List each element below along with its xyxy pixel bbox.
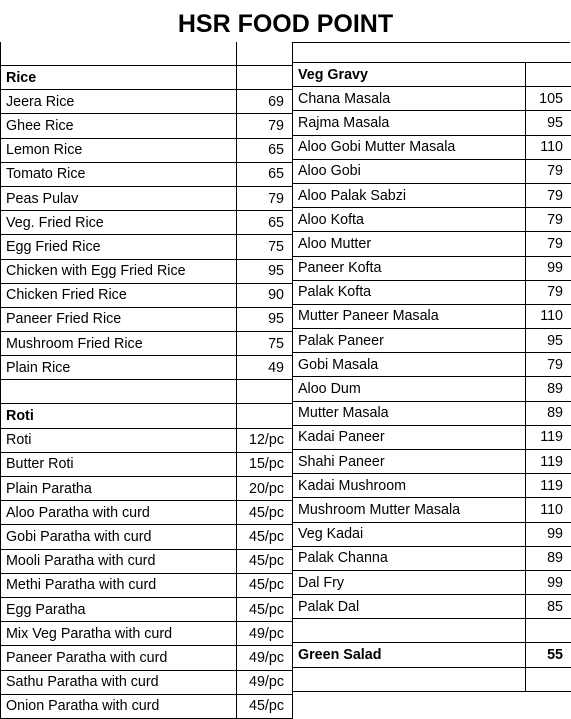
item-name: Rajma Masala: [293, 111, 526, 135]
table-row: [293, 280, 571, 304]
item-price: [526, 667, 571, 691]
item-price: 99: [526, 522, 571, 546]
table-row: [293, 183, 571, 207]
item-price: 45/pc: [237, 694, 293, 718]
item-price: 99: [526, 256, 571, 280]
table-row: [293, 111, 571, 135]
item-price: [526, 63, 571, 87]
table-row: [293, 474, 571, 498]
item-name: Ghee Rice: [1, 114, 237, 138]
item-name: Paneer Fried Rice: [1, 307, 237, 331]
spacer-row: [1, 42, 293, 66]
table-row: [1, 501, 293, 525]
section-heading-roti: [1, 404, 293, 428]
item-price: 79: [526, 159, 571, 183]
item-name: Palak Dal: [293, 595, 526, 619]
item-price: 45/pc: [237, 525, 293, 549]
item-price: 45/pc: [237, 549, 293, 573]
item-name: Palak Channa: [293, 546, 526, 570]
item-price: 65: [237, 162, 293, 186]
item-name: Plain Rice: [1, 356, 237, 380]
spacer-row: [1, 380, 293, 404]
table-row: [1, 356, 293, 380]
item-price: 45/pc: [237, 597, 293, 621]
item-name: Plain Paratha: [1, 477, 237, 501]
left-menu-table: [0, 42, 293, 719]
table-row: [293, 232, 571, 256]
item-name: Onion Paratha with curd: [1, 694, 237, 718]
table-row: [293, 546, 571, 570]
table-row: [293, 498, 571, 522]
item-name: Egg Fried Rice: [1, 235, 237, 259]
item-name: Aloo Gobi: [293, 159, 526, 183]
item-price: 49/pc: [237, 646, 293, 670]
item-price: 89: [526, 401, 571, 425]
right-menu-table: [292, 62, 571, 692]
item-price: [237, 404, 293, 428]
item-price: 79: [526, 280, 571, 304]
table-row: [1, 670, 293, 694]
table-row: [1, 235, 293, 259]
table-row: [1, 186, 293, 210]
item-name: Aloo Palak Sabzi: [293, 183, 526, 207]
item-name: Green Salad: [293, 643, 526, 667]
item-name: Gobi Paratha with curd: [1, 525, 237, 549]
table-row: [1, 597, 293, 621]
item-name: Kadai Paneer: [293, 425, 526, 449]
item-name: Mooli Paratha with curd: [1, 549, 237, 573]
item-name: Veg. Fried Rice: [1, 211, 237, 235]
item-name: Paneer Paratha with curd: [1, 646, 237, 670]
item-name: [1, 42, 237, 66]
table-row-green-salad: [293, 643, 571, 667]
item-name: Peas Pulav: [1, 186, 237, 210]
table-row: [1, 114, 293, 138]
item-price: 45/pc: [237, 501, 293, 525]
right-top-border: [292, 42, 570, 63]
item-price: [526, 619, 571, 643]
item-price: 110: [526, 304, 571, 328]
item-price: 79: [526, 232, 571, 256]
item-name: Jeera Rice: [1, 90, 237, 114]
item-price: 69: [237, 90, 293, 114]
item-name: Tomato Rice: [1, 162, 237, 186]
table-row: [293, 450, 571, 474]
item-price: 95: [526, 111, 571, 135]
item-price: 79: [237, 114, 293, 138]
table-row: [293, 208, 571, 232]
item-name: Palak Paneer: [293, 329, 526, 353]
item-price: [237, 66, 293, 90]
item-name: Mushroom Fried Rice: [1, 332, 237, 356]
table-row: [1, 283, 293, 307]
table-row: [1, 573, 293, 597]
table-row: [1, 90, 293, 114]
table-row: [293, 256, 571, 280]
item-name: Butter Roti: [1, 452, 237, 476]
table-row: [293, 570, 571, 594]
item-name: [1, 380, 237, 404]
table-row: [293, 87, 571, 111]
item-name: Paneer Kofta: [293, 256, 526, 280]
section-heading-veg-gravy: [293, 63, 571, 87]
item-price: 90: [237, 283, 293, 307]
item-name: Gobi Masala: [293, 353, 526, 377]
item-name: Chana Masala: [293, 87, 526, 111]
section-heading-rice: [1, 66, 293, 90]
item-name: Egg Paratha: [1, 597, 237, 621]
item-price: 79: [237, 186, 293, 210]
item-price: [237, 42, 293, 66]
item-price: 99: [526, 570, 571, 594]
item-name: Aloo Dum: [293, 377, 526, 401]
item-name: Mutter Masala: [293, 401, 526, 425]
item-price: 110: [526, 498, 571, 522]
item-name: Aloo Paratha with curd: [1, 501, 237, 525]
table-row: [1, 259, 293, 283]
item-name: Roti: [1, 404, 237, 428]
item-name: Lemon Rice: [1, 138, 237, 162]
item-price: 79: [526, 353, 571, 377]
item-price: 49/pc: [237, 622, 293, 646]
table-row: [1, 332, 293, 356]
item-name: Chicken with Egg Fried Rice: [1, 259, 237, 283]
item-name: Shahi Paneer: [293, 450, 526, 474]
item-price: 75: [237, 235, 293, 259]
item-price: 95: [237, 259, 293, 283]
item-price: 79: [526, 208, 571, 232]
item-price: 49: [237, 356, 293, 380]
item-name: Mutter Paneer Masala: [293, 304, 526, 328]
table-row: [1, 452, 293, 476]
table-row: [293, 595, 571, 619]
item-name: Chicken Fried Rice: [1, 283, 237, 307]
item-name: Methi Paratha with curd: [1, 573, 237, 597]
item-name: Sathu Paratha with curd: [1, 670, 237, 694]
item-name: Aloo Mutter: [293, 232, 526, 256]
item-price: 49/pc: [237, 670, 293, 694]
item-price: 45/pc: [237, 573, 293, 597]
item-price: 85: [526, 595, 571, 619]
table-row: [293, 401, 571, 425]
table-row: [1, 428, 293, 452]
item-price: 65: [237, 138, 293, 162]
item-name: Rice: [1, 66, 237, 90]
item-price: 65: [237, 211, 293, 235]
item-price: 119: [526, 450, 571, 474]
table-row: [1, 307, 293, 331]
table-row: [293, 353, 571, 377]
item-price: 20/pc: [237, 477, 293, 501]
table-row: [1, 211, 293, 235]
spacer-row: [293, 619, 571, 643]
item-name: Aloo Kofta: [293, 208, 526, 232]
table-row: [1, 622, 293, 646]
item-price: 55: [526, 643, 571, 667]
item-name: Kadai Mushroom: [293, 474, 526, 498]
item-name: Dal Fry: [293, 570, 526, 594]
item-price: 15/pc: [237, 452, 293, 476]
spacer-row: [293, 667, 571, 691]
table-row: [293, 522, 571, 546]
table-row: [293, 304, 571, 328]
item-name: Mix Veg Paratha with curd: [1, 622, 237, 646]
table-row: [293, 159, 571, 183]
item-name: Aloo Gobi Mutter Masala: [293, 135, 526, 159]
table-row: [293, 329, 571, 353]
table-row: [293, 425, 571, 449]
item-price: 79: [526, 183, 571, 207]
item-price: 119: [526, 425, 571, 449]
table-row: [1, 162, 293, 186]
table-row: [1, 694, 293, 718]
table-row: [1, 549, 293, 573]
item-price: 105: [526, 87, 571, 111]
item-price: 89: [526, 377, 571, 401]
table-row: [1, 138, 293, 162]
item-price: [237, 380, 293, 404]
item-price: 95: [526, 329, 571, 353]
item-price: 110: [526, 135, 571, 159]
item-price: 75: [237, 332, 293, 356]
item-name: Roti: [1, 428, 237, 452]
item-name: [293, 667, 526, 691]
menu-title: HSR FOOD POINT: [0, 0, 571, 42]
item-price: 12/pc: [237, 428, 293, 452]
table-row: [293, 377, 571, 401]
item-name: [293, 619, 526, 643]
table-row: [293, 135, 571, 159]
item-name: Veg Kadai: [293, 522, 526, 546]
table-row: [1, 525, 293, 549]
item-price: 119: [526, 474, 571, 498]
item-price: 89: [526, 546, 571, 570]
item-name: Mushroom Mutter Masala: [293, 498, 526, 522]
table-row: [1, 477, 293, 501]
item-name: Palak Kofta: [293, 280, 526, 304]
item-price: 95: [237, 307, 293, 331]
table-row: [1, 646, 293, 670]
item-name: Veg Gravy: [293, 63, 526, 87]
